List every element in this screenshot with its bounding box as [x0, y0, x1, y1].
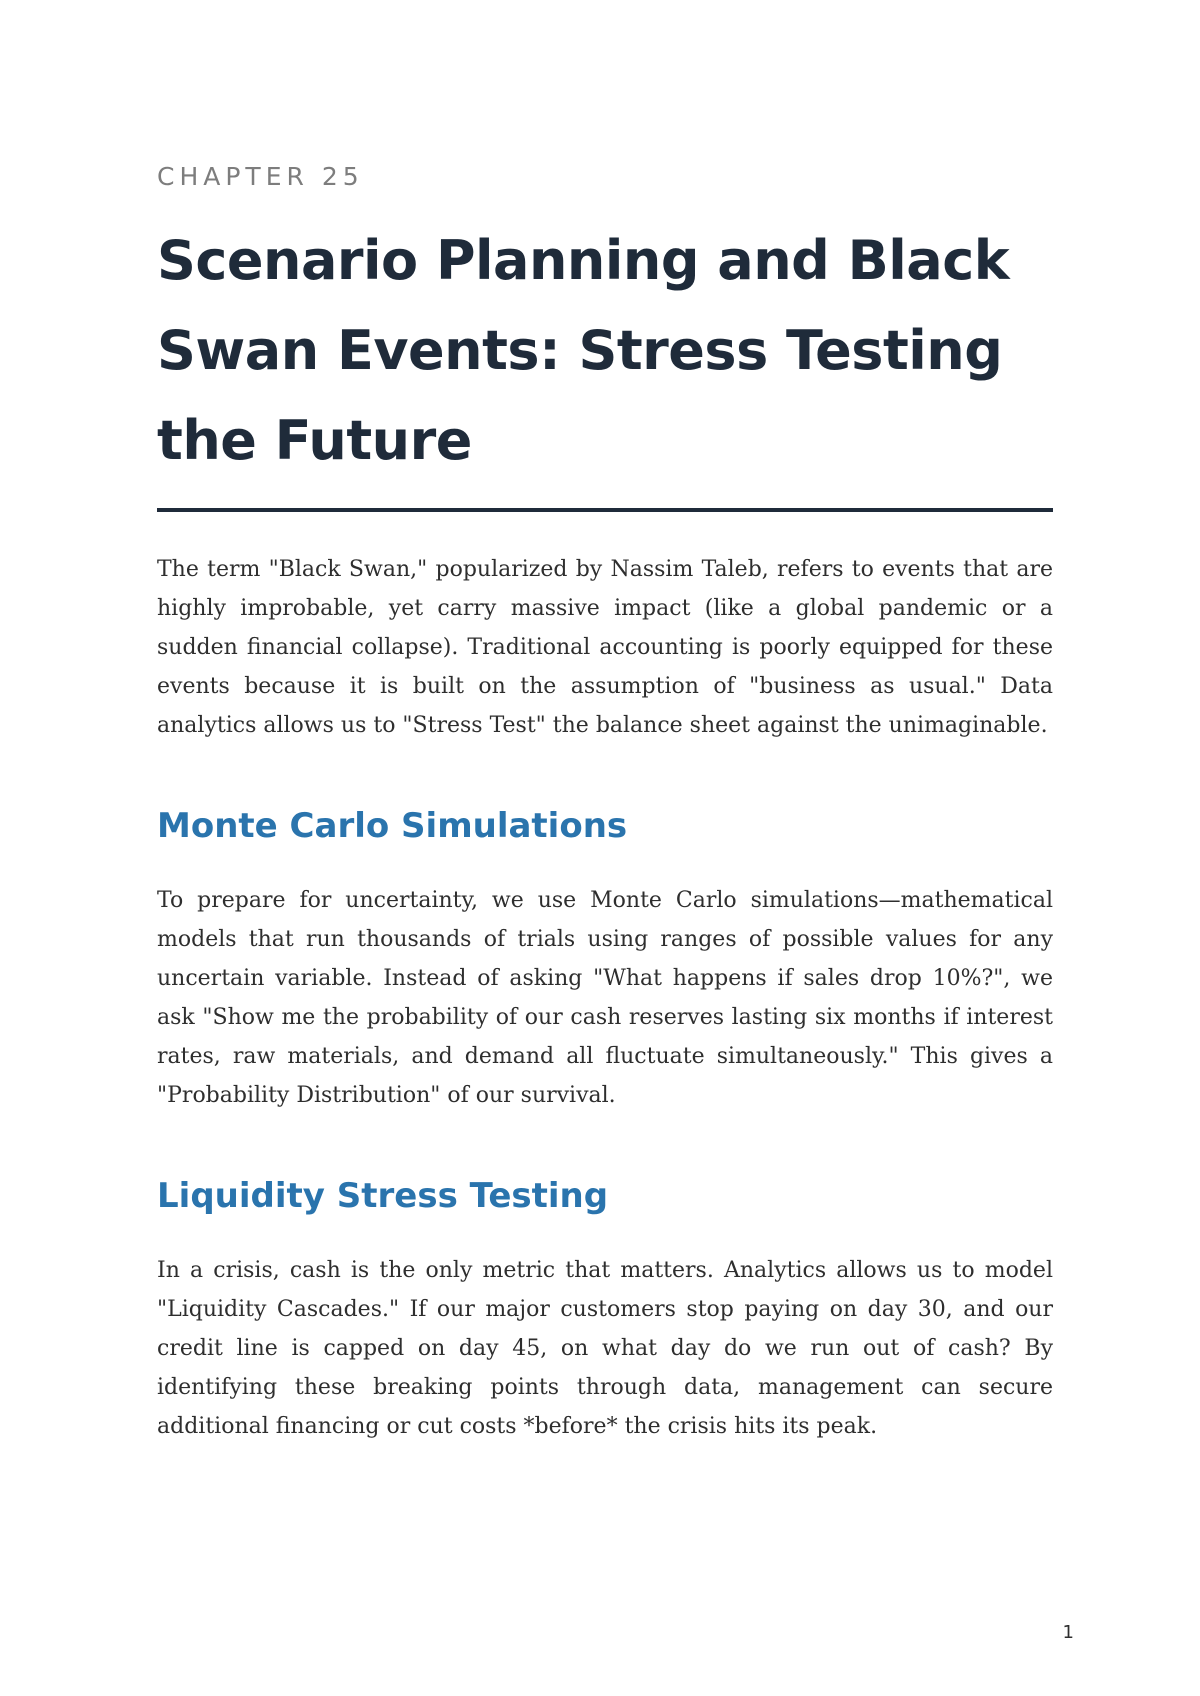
section-heading-liquidity-stress: Liquidity Stress Testing: [157, 1176, 609, 1216]
title-divider: [157, 508, 1053, 512]
chapter-title: Scenario Planning and Black Swan Events: Stress Testing the Future: [157, 229, 1010, 472]
chapter-label: CHAPTER 25: [157, 162, 364, 191]
intro-paragraph: The term "Black Swan," popularized by Nassim Taleb, refers to events that are highly improbable, yet carry massive impact (like a global pandemic or a sudden financial collapse). Traditional accounting is poorly equipped for these events because it is built on the assumption of "business as usual." Data analytics allows us to "Stress Test" the balance sheet against the unimaginable.: [157, 557, 1053, 738]
section-body-liquidity-stress: In a crisis, cash is the only metric that matters. Analytics allows us to model "Liquidity Cascades." If our major customers stop paying on day 30, and our credit line is capped on day 45, on what day do we run out of cash? By identifying these breaking points through data, management can secure additional financing or cut costs *before* the crisis hits its peak.: [157, 1258, 1053, 1439]
page-content: [157, 160, 1053, 1446]
section-body-monte-carlo: To prepare for uncertainty, we use Monte Carlo simulations—mathematical models that run thousands of trials using ranges of possible values for any uncertain variable. Instead of asking "What happens if sales drop 10%?", we ask "Show me the probability of our cash reserves lasting six months if interest rates, raw materials, and demand all fluctuate simultaneously." This gives a "Probability Distribution" of our survival.: [157, 888, 1053, 1108]
page-number: 1: [1062, 1622, 1074, 1643]
section-heading-monte-carlo: Monte Carlo Simulations: [157, 806, 628, 846]
